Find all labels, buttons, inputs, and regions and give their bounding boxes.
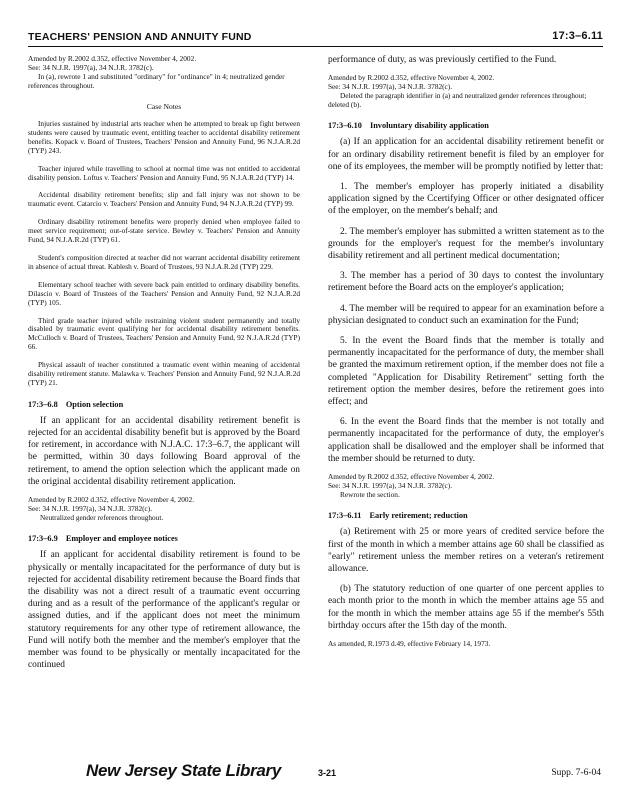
case-note: Injuries sustained by industrial arts teacher when he attempted to break up fight between students were caused by traumatic event, entitling teacher to accidental disability retirement benefits. Kopack v. Board of Trustees, Teachers' Pension and Annuity Fund, 96 N.J.A.R.2d (TYP) 243. bbox=[28, 119, 300, 155]
section-paragraph-a: (a) Retirement with 25 or more years of credited service before the first of the month in which a member attains age 60 shall be classified as "early" retirement unless the member retires on a veteran's retirement allowance. bbox=[328, 527, 604, 575]
history-line: As amended, R.1973 d.49, effective February 14, 1973. bbox=[328, 639, 491, 649]
case-note: Student's composition directed at teacher did not warrant accidental disability retirement in absence of actual threat. Kablesh v. Board of Trustees, 93 N.J.A.R.2d (TYP) 229. bbox=[28, 252, 300, 271]
section-paragraph-b: (b) The statutory reduction of one quarter of one percent applies to each month prior to the month in which the member attains age 55 and for the month in which the member attains age 55 if the member's 55th birthday occurs after the 15th day of the month. bbox=[328, 584, 604, 631]
case-note: Physical assault of teacher constituted a traumatic event within meaning of accidental disability retirement statute. Malawka v. Teachers' Pension and Annuity Fund, 92 N.J.A.R.2d (TYP) 21. bbox=[28, 360, 300, 387]
page-number: 3-21 bbox=[318, 768, 337, 778]
section-history bbox=[328, 473, 604, 499]
section-title: Employer and employee notices bbox=[65, 534, 178, 544]
history-line: Amended by R.2002 d.352, effective November 4, 2002. bbox=[328, 472, 495, 482]
running-header-section-range: 17:3–6.11 bbox=[552, 30, 603, 42]
history-note-top bbox=[28, 54, 300, 90]
list-item: 1. The member's employer has properly initiated a disability application signed by the Ccertifying Officer or other designated officer of the employer, on the member's behalf; and bbox=[328, 182, 604, 217]
case-note: Teacher injured while travelling to school at normal time was not entitled to accidental disability pension. Loftus v. Teachers' Pension and Annuity Fund, 95 N.J.A.R.2d (TYP) 14. bbox=[28, 163, 300, 182]
section-number: 17:3–6.11 bbox=[328, 511, 362, 521]
history-line: Deleted the paragraph identifier in (a) and neutralized gender references throughout; deleted (b). bbox=[328, 90, 587, 109]
list-item: 6. In the event the Board finds that the member is not totally and permanently incapacitated for the performance of duty, the employer's application shall be disallowed and the employer shall be informed that the member should be returned to duty. bbox=[328, 417, 604, 464]
running-header bbox=[28, 30, 603, 47]
section-number: 17:3–6.9 bbox=[28, 534, 58, 544]
section-body: If an applicant for accidental disability retirement is found to be physically or mentally incapacitated for the performance of duty but is rejected for accidental disability retirement because the Board finds that the disability was not a direct result of a traumatic event occurring during and as a result of the performance of the applicant's regular or assigned duties, and if the applicant does not meet the minimum statutory requirements for any other type of retirement allowance, the Fund will notify both the member and the member's employer that the member was found to be physically or mentally incapacitated for the continued bbox=[28, 550, 300, 671]
history-line: In (a), rewrote 1 and substituted "ordinary" for "ordinance" in 4; neutralized gender references throughout. bbox=[28, 72, 285, 90]
section-heading-6-9 bbox=[28, 534, 300, 543]
page-footer bbox=[28, 761, 603, 785]
supplement-date: Supp. 7-6-04 bbox=[551, 768, 601, 778]
section-intro: (a) If an application for an accidental disability retirement benefit or for an ordinary disability retirement benefit is filed by an employer for one of its employees, the member will be promptly notified by letter that: bbox=[328, 137, 604, 172]
section-title: Early retirement; reduction bbox=[369, 511, 468, 521]
library-stamp: New Jersey State Library bbox=[86, 761, 282, 780]
section-heading-6-11 bbox=[328, 511, 604, 520]
list-item: 5. In the event the Board finds that the member is totally and permanently incapacitated for the performance of duty, the member shall be granted the maximum retirement option, if the member does not file a completed "Application for Disability Retirement" setting forth the retirement option the member desires, before the retirement goes into effect; and bbox=[328, 336, 604, 408]
section-heading-6-10 bbox=[328, 121, 604, 130]
history-line: Amended by R.2002 d.352, effective November 4, 2002. bbox=[28, 54, 197, 63]
section-history bbox=[328, 74, 604, 109]
case-note: Elementary school teacher with severe back pain entitled to ordinary disability benefits. Dilascio v. Board of Trustees of the Teachers' Pension and Annuity Fund, 92 N.J.A.R.2d (TYP) 105. bbox=[28, 279, 300, 307]
case-notes-title: Case Notes bbox=[146, 102, 182, 111]
case-note: Ordinary disability retirement benefits were properly denied when employee failed to meet service requirement; out-of-state service. Bewley v. Teachers' Pension and Annuity Fund, 94 N.J.A.R.2d (TYP) 61. bbox=[28, 217, 300, 245]
section-heading-6-8 bbox=[28, 400, 300, 409]
section-history bbox=[328, 640, 604, 649]
section-body: If an applicant for an accidental disability retirement benefit is rejected for an accidental disability benefit but is approved by the Board for retirement, in accordance with N.J.A.C. 17:3–6.7, the applicant will be permitted, within 30 days following Board approval of the retirement, to amend the option selection which the applicant made on the original accidental disability retirement application. bbox=[28, 415, 300, 487]
history-line: Rewrote the section. bbox=[340, 489, 400, 499]
right-column bbox=[328, 54, 604, 659]
list-item: 4. The member will be required to appear for an examination before a physician designated to conduct such an examination for the Fund; bbox=[328, 303, 604, 326]
section-title: Option selection bbox=[65, 399, 124, 409]
case-note: Accidental disability retirement benefits; slip and fall injury was not shown to be traumatic event. Catarcio v. Teachers' Pension and Annuity Fund, 94 N.J.A.R.2d (TYP) 99. bbox=[28, 190, 300, 209]
left-column bbox=[28, 54, 300, 679]
list-item: 3. The member has a period of 30 days to contest the involuntary retirement before the Board acts on the employer's application; bbox=[328, 271, 604, 294]
running-header-title: TEACHERS' PENSION AND ANNUITY FUND bbox=[28, 31, 252, 43]
section-body-continued: performance of duty, as was previously certified to the Fund. bbox=[328, 55, 557, 65]
history-line: Amended by R.2002 d.352, effective November 4, 2002. bbox=[328, 73, 495, 83]
list-item: 2. The member's employer has submitted a written statement as to the grounds for the employer's request for the member's involuntary disability retirement and all pertinent medical documentation; bbox=[328, 226, 604, 262]
case-note: Third grade teacher injured while restraining violent student permanently and totally disabled by traumatic event qualifying her for accidental disability retirement benefits. McCulloch v. Board of Trustees, Teachers' Pension and Annuity Fund, 92 N.J.A.R.2d (TYP) 66. bbox=[28, 315, 300, 352]
section-number: 17:3–6.8 bbox=[28, 399, 58, 409]
history-line: Neutralized gender references throughout. bbox=[40, 512, 164, 522]
section-number: 17:3–6.10 bbox=[328, 121, 362, 131]
history-line: See: 34 N.J.R. 1997(a), 34 N.J.R. 3782(c). bbox=[328, 82, 453, 91]
section-title: Involuntary disability application bbox=[369, 121, 489, 131]
history-line: See: 34 N.J.R. 1997(a), 34 N.J.R. 3782(c). bbox=[328, 480, 453, 490]
section-history bbox=[28, 496, 300, 522]
history-line: See: 34 N.J.R. 1997(a), 34 N.J.R. 3782(c). bbox=[28, 63, 154, 72]
history-line: See: 34 N.J.R. 1997(a), 34 N.J.R. 3782(c). bbox=[28, 503, 153, 513]
history-line: Amended by R.2002 d.352, effective November 4, 2002. bbox=[28, 495, 195, 505]
